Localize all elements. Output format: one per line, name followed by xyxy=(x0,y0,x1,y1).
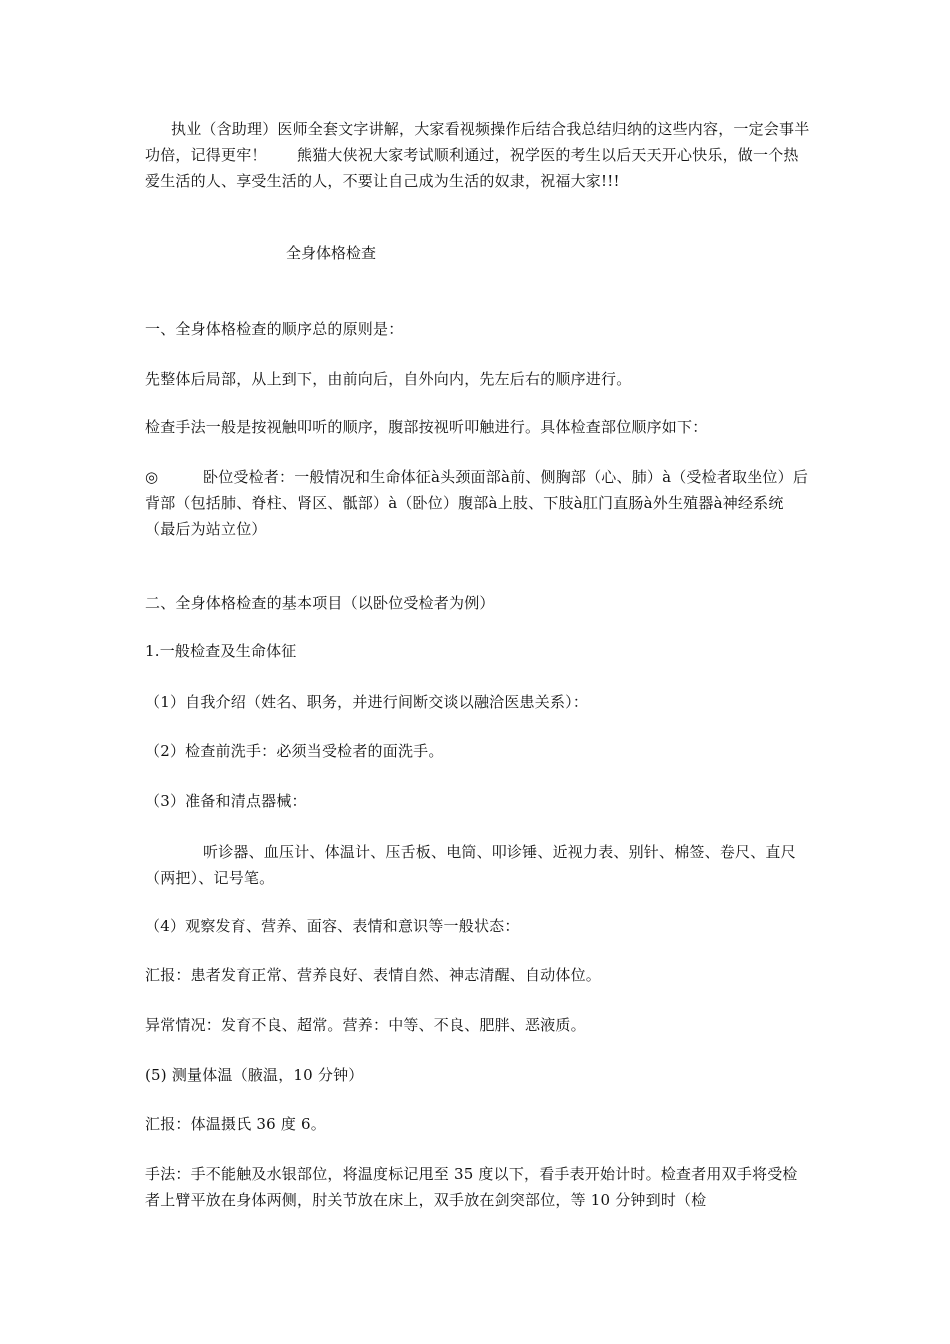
report-general-state: 汇报：患者发育正常、营养良好、表情自然、神志清醒、自动体位。 xyxy=(145,966,602,984)
item-5: (5) 测量体温（腋温，10 分钟） xyxy=(145,1066,364,1084)
intro-paragraph: 执业（含助理）医师全套文字讲解，大家看视频操作后结合我总结归纳的这些内容，一定会事半功倍，记得更牢！ 熊猫大侠祝大家考试顺利通过，祝学医的考生以后天天开心快乐，做一个热爱生活的人、享受生活的人，不要让自己成为生活的奴隶，祝福大家!!! xyxy=(145,120,810,190)
report-temperature: 汇报：体温摄氏 36 度 6。 xyxy=(145,1115,326,1133)
item-4: （4）观察发育、营养、面容、表情和意识等一般状态： xyxy=(145,917,520,935)
item-2: （2）检查前洗手：必须当受检者的面洗手。 xyxy=(145,742,444,760)
section1-heading: 一、全身体格检查的顺序总的原则是： xyxy=(145,320,404,338)
exam-order-bullet xyxy=(145,464,810,542)
abnormal-conditions: 异常情况：发育不良、超常。营养：中等、不良、肥胖、恶液质。 xyxy=(145,1016,586,1034)
bullet-symbol: ◎ xyxy=(145,468,159,486)
document-title: 全身体格检查 xyxy=(286,244,377,262)
subsection-1-heading: 1.一般检查及生命体征 xyxy=(145,642,297,660)
exam-order-text: 卧位受检者：一般情况和生命体征à头颈面部à前、侧胸部（心、肺）à（受检者取坐位）后背部（包括肺、脊柱、肾区、骶部）à（卧位）腹部à上肢、下肢à肛门直肠à外生殖器à神经系统（最后为站立位） xyxy=(145,468,809,538)
section2-heading: 二、全身体格检查的基本项目（以卧位受检者为例） xyxy=(145,594,495,612)
instrument-list: 听诊器、血压计、体温计、压舌板、电筒、叩诊锤、近视力表、别针、棉签、卷尺、直尺（两把）、记号笔。 xyxy=(145,843,796,887)
item-3: （3）准备和清点器械： xyxy=(145,792,307,810)
section1-paragraph-1: 先整体后局部，从上到下，由前向后，自外向内，先左后右的顺序进行。 xyxy=(145,370,632,388)
temperature-method: 手法：手不能触及水银部位，将温度标记甩至 35 度以下，看手表开始计时。检查者用双手将受检者上臂平放在身体两侧，肘关节放在床上，双手放在剑突部位，等 10 分钟到时（检 xyxy=(145,1165,798,1209)
section1-paragraph-2: 检查手法一般是按视触叩听的顺序，腹部按视听叩触进行。具体检查部位顺序如下： xyxy=(145,418,708,436)
item-1: （1）自我介绍（姓名、职务，并进行间断交谈以融洽医患关系）： xyxy=(145,693,589,711)
